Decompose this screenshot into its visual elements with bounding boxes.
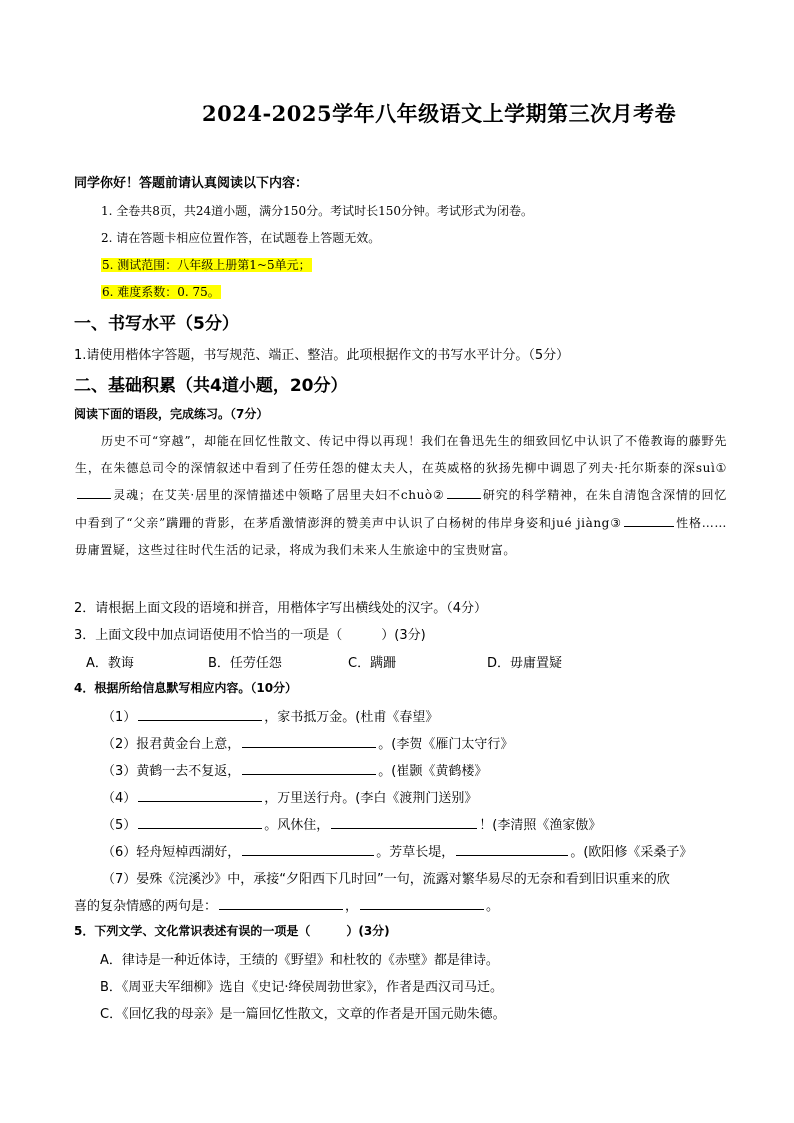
reading-intro: 阅读下面的语段，完成练习。（7分） — [74, 407, 269, 421]
passage-text: 灵魂；在艾芙·居里的深情描述中领略了居里夫妇不 — [113, 488, 401, 503]
pinyin: jué jiàng — [551, 515, 610, 530]
question-2: 2．请根据上面文段的语境和拼音，用楷体字写出横线处的汉字。（4分） — [74, 601, 488, 616]
q3-option-c: C．蹒跚 — [348, 656, 397, 671]
passage-text: 研究的科学精神，在朱自清饱含深情的回忆中看到了“父亲”蹒跚的背影，在茅盾激情澎湃的赞美声中认识了白杨树的伟岸身姿和 — [75, 488, 728, 530]
q3-option-d: D．毋庸置疑 — [487, 656, 563, 671]
answer-blank[interactable] — [219, 895, 343, 910]
q3-option-b: B．任劳任怨 — [208, 656, 282, 671]
answer-blank[interactable] — [242, 733, 376, 748]
exam-title: 2024-2025学年八年级语文上学期第三次月考卷 — [202, 101, 677, 126]
q4-item-7-line2: 喜的复杂情感的两句是： ， 。 — [74, 895, 499, 914]
q5-option-b: B．《周亚夫军细柳》选自《史记·绛侯周勃世家》，作者是西汉司马迁。 — [100, 980, 504, 995]
answer-blank[interactable] — [360, 895, 484, 910]
answer-blank[interactable] — [456, 841, 568, 856]
question-5: 5．下列文学、文化常识表述有误的一项是（ ）(3分) — [74, 924, 390, 938]
q4-item-4: （4） ，万里送行舟。(李白《渡荆门送别》 — [102, 787, 477, 806]
answer-blank[interactable] — [242, 841, 374, 856]
passage-text: 历史不可“穿越”，却能在回忆性散文、传记中得以再现！我们在鲁迅先生的细致回忆中认识了不倦教诲的藤野先生，在朱德总司令的深情叙述中看到了任劳任怨的健太夫人，在英威格的狄扬先柳中调恩了列夫·托尔斯泰的深 — [75, 434, 727, 476]
q4-item-7-line1: （7）晏殊《浣溪沙》中，承接“夕阳西下几时回”一句，流露对繁华易尽的无奈和看到旧识重来的欣 — [102, 872, 670, 887]
notice-item-5 — [101, 256, 312, 273]
highlighted-text: 5. 测试范围：八年级上册第1~5单元； — [102, 258, 311, 272]
section-2-heading: 二、基础积累（共4道小题，20分） — [74, 376, 348, 396]
answer-blank[interactable] — [138, 787, 262, 802]
answer-blank[interactable] — [138, 706, 262, 721]
question-4: 4．根据所给信息默写相应内容。（10分） — [74, 681, 298, 695]
pinyin: suì — [695, 461, 716, 476]
answer-blank[interactable] — [242, 760, 376, 775]
blank-marker: ② — [432, 488, 445, 503]
section-1-heading: 一、书写水平（5分） — [74, 314, 239, 334]
blank-marker: ③ — [609, 515, 622, 530]
q4-item-2: （2）报君黄金台上意， 。(李贺《雁门太守行》 — [102, 733, 513, 752]
highlighted-text: 6. 难度系数：0. 75。 — [102, 285, 220, 299]
question-3: 3．上面文段中加点词语使用不恰当的一项是（ ）(3分) — [74, 628, 426, 643]
q4-item-3: （3）黄鹤一去不复返， 。(崔颢《黄鹤楼》 — [102, 760, 487, 779]
notice-item-2: 2. 请在答题卡相应位置作答，在试题卷上答题无效。 — [101, 231, 381, 245]
blank-marker: ① — [715, 461, 728, 476]
q5-option-a: A．律诗是一种近体诗，王绩的《野望》和杜牧的《赤壁》都是律诗。 — [100, 953, 499, 968]
q4-item-6: （6）轻舟短棹西湖好， 。芳草长堤， 。(欧阳修《采桑子》 — [102, 841, 692, 860]
notice-item-6 — [101, 283, 221, 300]
pinyin: chuò — [400, 488, 433, 503]
q3-option-a: A．教诲 — [86, 656, 134, 671]
notice-item-1: 1. 全卷共8页，共24道小题，满分150分。考试时长150分钟。考试形式为闭卷。 — [101, 204, 533, 218]
reading-passage — [75, 428, 727, 564]
notice-heading: 同学你好！答题前请认真阅读以下内容： — [74, 176, 309, 191]
fill-blank[interactable] — [447, 484, 481, 499]
fill-blank[interactable] — [624, 512, 674, 527]
question-1: 1.请使用楷体字答题，书写规范、端正、整洁。此项根据作文的书写水平计分。（5分） — [74, 348, 570, 363]
passage-text: 性格……毋庸置疑，这些过往时代生活的记录，将成为我们未来人生旅途中的宝贵财富。 — [75, 515, 728, 557]
answer-blank[interactable] — [138, 814, 262, 829]
fill-blank[interactable] — [77, 484, 111, 499]
answer-blank[interactable] — [331, 814, 477, 829]
q4-item-5: （5） 。风休住， ！(李清照《渔家傲》 — [102, 814, 601, 833]
q5-option-c: C．《回忆我的母亲》是一篇回忆性散文，文章的作者是开国元勋朱德。 — [100, 1007, 506, 1022]
q4-item-1: （1） ，家书抵万金。(杜甫《春望》 — [102, 706, 438, 725]
